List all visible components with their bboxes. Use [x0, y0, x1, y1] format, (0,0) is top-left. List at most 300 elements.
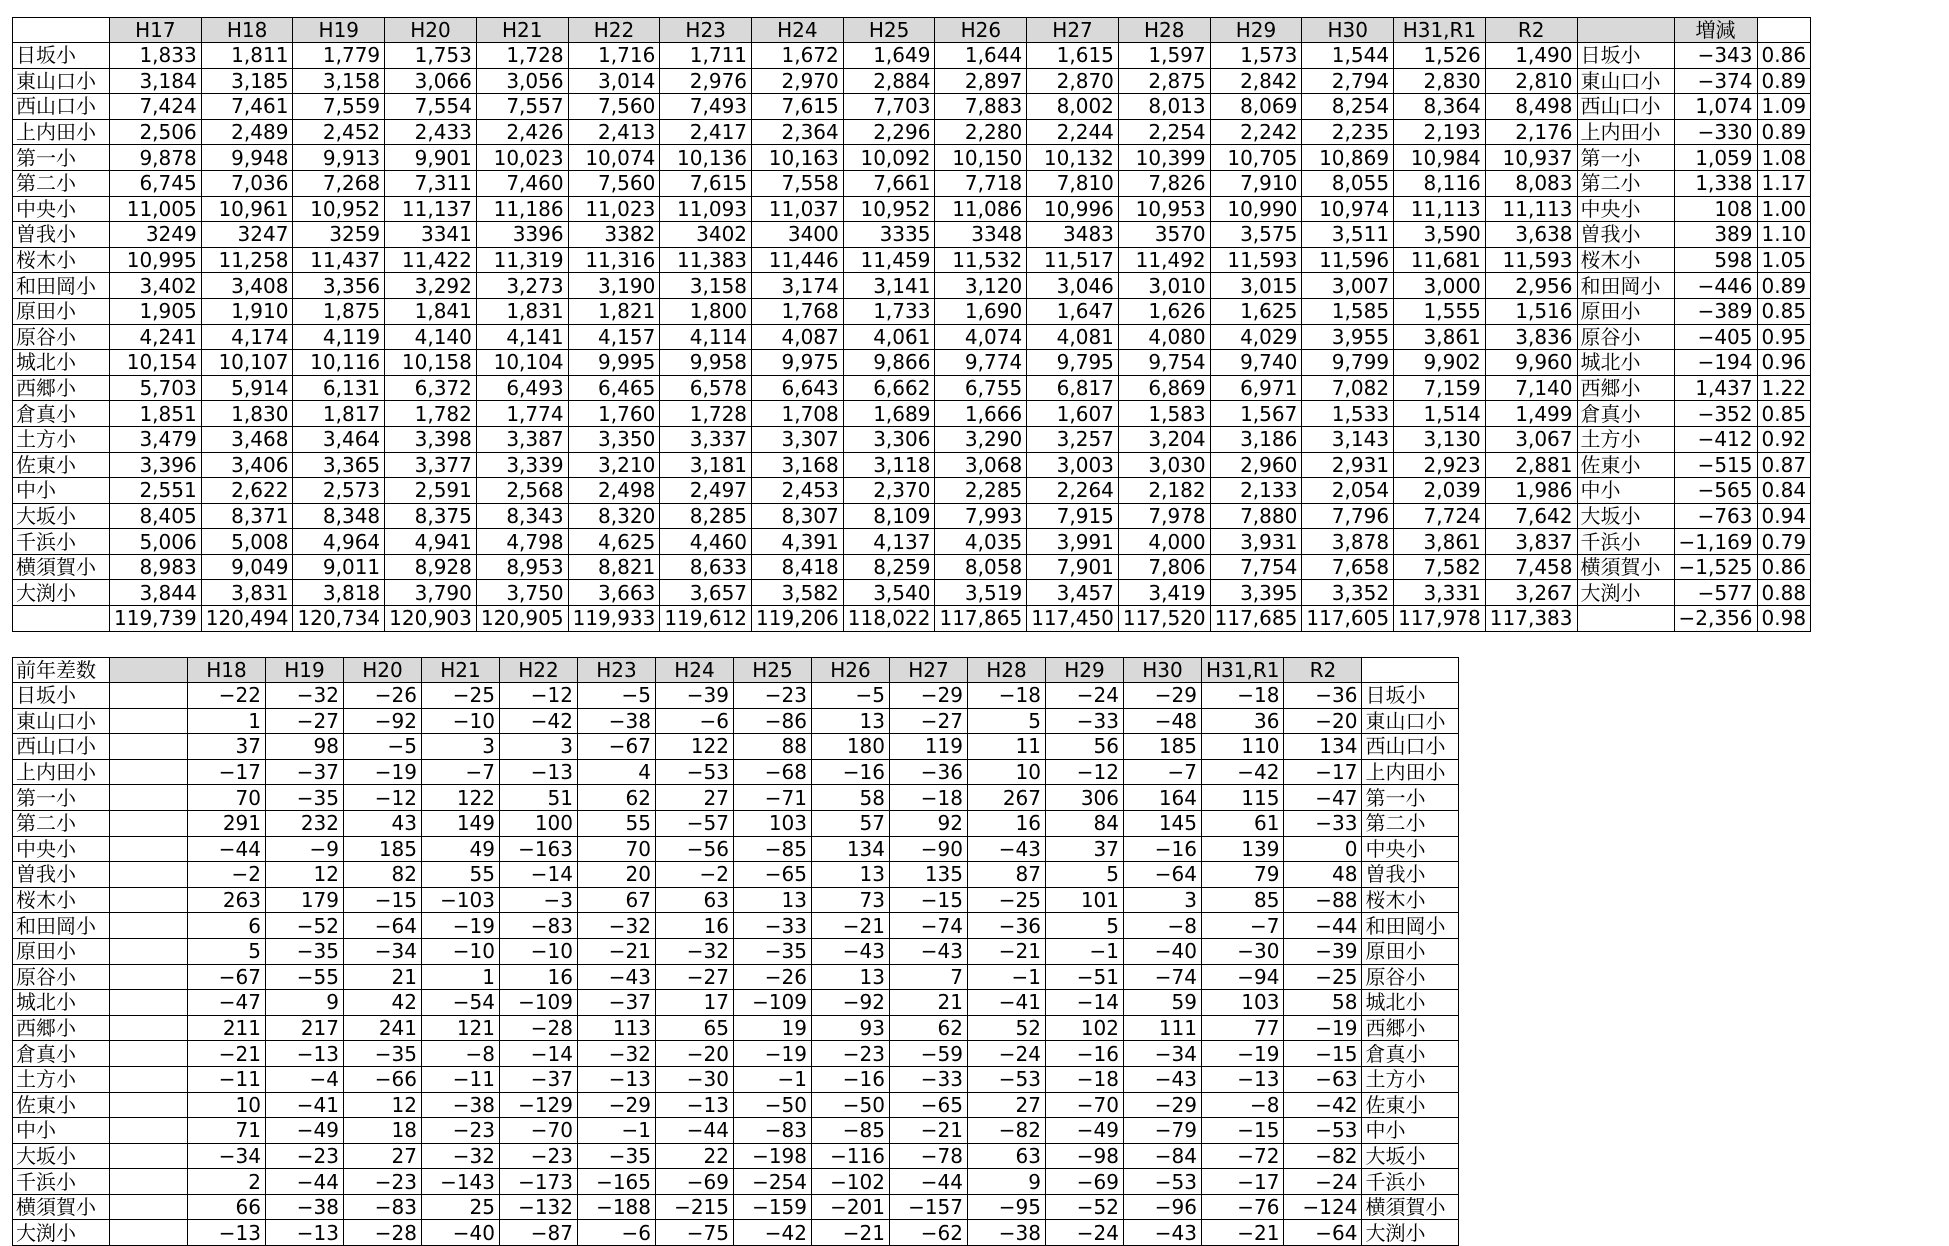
diff-cell: −10: [422, 938, 500, 964]
diff-cell: −22: [188, 683, 266, 709]
diff-cell: 27: [344, 1143, 422, 1169]
diff-cell: −14: [1046, 990, 1124, 1016]
diff-cell: 6: [188, 913, 266, 939]
value-cell: 7,140: [1485, 375, 1577, 401]
value-cell: 11,596: [1302, 247, 1394, 273]
diff-cell: −23: [344, 1169, 422, 1195]
blank-cell: [110, 1169, 188, 1195]
value-cell: 1,526: [1394, 43, 1486, 69]
value-cell: 3,185: [201, 68, 293, 94]
value-cell: 7,554: [385, 94, 477, 120]
ratio-cell: 0.92: [1757, 426, 1811, 452]
school-name: 東山口小: [13, 68, 110, 94]
diff-cell: −63: [1284, 1066, 1362, 1092]
diff-cell: −98: [1046, 1143, 1124, 1169]
value-cell: 2,054: [1302, 478, 1394, 504]
diff-cell: −74: [890, 913, 968, 939]
value-cell: 11,093: [660, 196, 752, 222]
value-cell: 8,418: [752, 554, 844, 580]
table-row: [13, 1220, 1459, 1246]
value-cell: 3,210: [568, 452, 660, 478]
diff-cell: 1: [422, 964, 500, 990]
value-cell: 7,424: [110, 94, 202, 120]
value-cell: 3,307: [752, 426, 844, 452]
value-cell: 3,190: [568, 273, 660, 299]
value-cell: 3,387: [476, 426, 568, 452]
school-name-right: 原田小: [1577, 298, 1674, 324]
value-cell: 5,006: [110, 529, 202, 555]
diff-cell: −13: [1202, 1066, 1284, 1092]
value-cell: 9,902: [1394, 350, 1486, 376]
diff-cell: −12: [344, 785, 422, 811]
value-cell: 8,259: [843, 554, 935, 580]
year-header: H26: [935, 18, 1027, 43]
value-cell: 3382: [568, 222, 660, 248]
change-cell: −194: [1674, 350, 1757, 376]
diff-cell: −44: [890, 1169, 968, 1195]
diff-cell: −71: [734, 785, 812, 811]
value-cell: 11,023: [568, 196, 660, 222]
table-row: [13, 43, 1811, 69]
value-cell: 7,826: [1118, 170, 1210, 196]
value-cell: 8,254: [1302, 94, 1394, 120]
blank-cell: [110, 759, 188, 785]
table-row: [13, 298, 1811, 324]
value-cell: 4,460: [660, 529, 752, 555]
value-cell: 10,132: [1027, 145, 1119, 171]
change-cell: 1,059: [1674, 145, 1757, 171]
year-header: H25: [734, 658, 812, 683]
diff-cell: 3: [500, 734, 578, 760]
diff-cell: 145: [1124, 810, 1202, 836]
table-row: [13, 938, 1459, 964]
blank-cell: [110, 1143, 188, 1169]
value-cell: 2,242: [1210, 119, 1302, 145]
school-name: 桜木小: [13, 887, 110, 913]
value-cell: 6,372: [385, 375, 477, 401]
value-cell: 7,883: [935, 94, 1027, 120]
value-cell: 8,821: [568, 554, 660, 580]
diff-cell: 100: [500, 810, 578, 836]
value-cell: 3,931: [1210, 529, 1302, 555]
ratio-cell: 0.95: [1757, 324, 1811, 350]
value-cell: 10,937: [1485, 145, 1577, 171]
diff-cell: −109: [500, 990, 578, 1016]
diff-cell: 0: [1284, 836, 1362, 862]
ratio-cell: 0.84: [1757, 478, 1811, 504]
value-cell: 11,319: [476, 247, 568, 273]
diff-cell: −32: [266, 683, 344, 709]
value-cell: 3,066: [385, 68, 477, 94]
value-cell: 3,419: [1118, 580, 1210, 606]
value-cell: 11,113: [1394, 196, 1486, 222]
school-name: 横須賀小: [13, 1194, 110, 1220]
diff-cell: −34: [1124, 1041, 1202, 1067]
value-cell: 4,061: [843, 324, 935, 350]
value-cell: 11,593: [1210, 247, 1302, 273]
year-header: R2: [1284, 658, 1362, 683]
diff-cell: −21: [968, 938, 1046, 964]
value-cell: 1,811: [201, 43, 293, 69]
ratio-cell: 0.96: [1757, 350, 1811, 376]
ratio-cell: 0.86: [1757, 43, 1811, 69]
diff-cell: 179: [266, 887, 344, 913]
value-cell: 6,745: [110, 170, 202, 196]
value-cell: 4,941: [385, 529, 477, 555]
value-cell: 4,157: [568, 324, 660, 350]
value-cell: 3335: [843, 222, 935, 248]
school-name-right: 原谷小: [1362, 964, 1459, 990]
diff-cell: −34: [344, 938, 422, 964]
value-cell: 8,498: [1485, 94, 1577, 120]
value-cell: 3396: [476, 222, 568, 248]
total-name-blank: [1577, 606, 1674, 632]
value-cell: 3,120: [935, 273, 1027, 299]
diff-cell: −64: [344, 913, 422, 939]
value-cell: 7,036: [201, 170, 293, 196]
value-cell: 5,914: [201, 375, 293, 401]
diff-cell: 55: [422, 862, 500, 888]
diff-cell: −11: [422, 1066, 500, 1092]
diff-cell: 113: [578, 1015, 656, 1041]
diff-cell: −116: [812, 1143, 890, 1169]
diff-cell: 12: [266, 862, 344, 888]
diff-cell: −53: [1284, 1118, 1362, 1144]
value-cell: 3,030: [1118, 452, 1210, 478]
value-cell: 2,622: [201, 478, 293, 504]
school-name-right: 桜木小: [1362, 887, 1459, 913]
diff-cell: −36: [968, 913, 1046, 939]
diff-cell: −157: [890, 1194, 968, 1220]
diff-cell: 13: [812, 862, 890, 888]
value-cell: 3259: [293, 222, 385, 248]
school-name: 大坂小: [13, 1143, 110, 1169]
value-cell: 7,658: [1302, 554, 1394, 580]
diff-cell: 134: [1284, 734, 1362, 760]
diff-cell: −10: [500, 938, 578, 964]
value-cell: 3,273: [476, 273, 568, 299]
value-cell: 11,459: [843, 247, 935, 273]
value-cell: 2,489: [201, 119, 293, 145]
diff-cell: −30: [656, 1066, 734, 1092]
value-cell: 3,306: [843, 426, 935, 452]
value-cell: 1,490: [1485, 43, 1577, 69]
value-cell: 4,625: [568, 529, 660, 555]
diff-cell: −35: [266, 938, 344, 964]
diff-cell: −26: [734, 964, 812, 990]
diff-cell: −23: [422, 1118, 500, 1144]
diff-cell: −64: [1124, 862, 1202, 888]
school-name: 中央小: [13, 836, 110, 862]
diff-cell: −10: [422, 708, 500, 734]
diff-cell: −2: [188, 862, 266, 888]
value-cell: 3,861: [1394, 324, 1486, 350]
total-cell: 120,494: [201, 606, 293, 632]
diff-cell: 164: [1124, 785, 1202, 811]
value-cell: 2,875: [1118, 68, 1210, 94]
blank-cell: [110, 1041, 188, 1067]
diff-cell: 49: [422, 836, 500, 862]
diff-cell: −21: [812, 913, 890, 939]
total-cell: 117,978: [1394, 606, 1486, 632]
value-cell: 1,728: [476, 43, 568, 69]
school-name-right: 大渕小: [1362, 1220, 1459, 1246]
school-name: 中小: [13, 478, 110, 504]
value-cell: 1,499: [1485, 401, 1577, 427]
table-row: [13, 68, 1811, 94]
name-header-blank: [1362, 658, 1459, 683]
value-cell: 1,841: [385, 298, 477, 324]
diff-cell: −27: [656, 964, 734, 990]
value-cell: 3,010: [1118, 273, 1210, 299]
value-cell: 4,081: [1027, 324, 1119, 350]
year-header: H18: [188, 658, 266, 683]
value-cell: 3,056: [476, 68, 568, 94]
value-cell: 10,869: [1302, 145, 1394, 171]
value-cell: 11,422: [385, 247, 477, 273]
value-cell: 3,790: [385, 580, 477, 606]
diff-cell: 55: [578, 810, 656, 836]
diff-cell: 37: [1046, 836, 1124, 862]
value-cell: 2,235: [1302, 119, 1394, 145]
diff-cell: 65: [656, 1015, 734, 1041]
diff-cell: −19: [1284, 1015, 1362, 1041]
value-cell: 4,174: [201, 324, 293, 350]
diff-cell: 79: [1202, 862, 1284, 888]
value-cell: 10,974: [1302, 196, 1394, 222]
value-cell: 2,976: [660, 68, 752, 94]
value-cell: 11,137: [385, 196, 477, 222]
blank-cell: [110, 913, 188, 939]
diff-cell: −24: [1046, 1220, 1124, 1246]
change-cell: −405: [1674, 324, 1757, 350]
table-row: [13, 145, 1811, 171]
value-cell: 1,583: [1118, 401, 1210, 427]
total-cell: 119,612: [660, 606, 752, 632]
value-cell: 1,733: [843, 298, 935, 324]
diff-cell: −124: [1284, 1194, 1362, 1220]
value-cell: 3,468: [201, 426, 293, 452]
diff-cell: 63: [968, 1143, 1046, 1169]
diff-cell: −82: [1284, 1143, 1362, 1169]
value-cell: 1,774: [476, 401, 568, 427]
school-name-right: 西山口小: [1362, 734, 1459, 760]
value-cell: 8,002: [1027, 94, 1119, 120]
year-header: H28: [968, 658, 1046, 683]
value-cell: 7,558: [752, 170, 844, 196]
ratio-cell: 0.89: [1757, 273, 1811, 299]
diff-cell: −201: [812, 1194, 890, 1220]
value-cell: 9,975: [752, 350, 844, 376]
school-name: 倉真小: [13, 1041, 110, 1067]
ratio-cell: 0.89: [1757, 119, 1811, 145]
value-cell: 9,774: [935, 350, 1027, 376]
value-cell: 1,716: [568, 43, 660, 69]
table-row: [13, 170, 1811, 196]
value-cell: 7,460: [476, 170, 568, 196]
diff-cell: −163: [500, 836, 578, 862]
school-name-right: 曽我小: [1362, 862, 1459, 888]
diff-cell: −13: [266, 1041, 344, 1067]
value-cell: 2,453: [752, 478, 844, 504]
value-cell: 2,960: [1210, 452, 1302, 478]
diff-cell: −109: [734, 990, 812, 1016]
table-row: [13, 836, 1459, 862]
diff-cell: −5: [812, 683, 890, 709]
value-cell: 7,461: [201, 94, 293, 120]
value-cell: 6,578: [660, 375, 752, 401]
diff-cell: 62: [578, 785, 656, 811]
school-name: 和田岡小: [13, 913, 110, 939]
value-cell: 2,897: [935, 68, 1027, 94]
school-name-right: 原田小: [1362, 938, 1459, 964]
diff-cell: −33: [734, 913, 812, 939]
diff-cell: 16: [656, 913, 734, 939]
table-row: [13, 324, 1811, 350]
diff-cell: 21: [344, 964, 422, 990]
value-cell: 3,582: [752, 580, 844, 606]
school-name: 中央小: [13, 196, 110, 222]
school-name: 中小: [13, 1118, 110, 1144]
table-row: [13, 1041, 1459, 1067]
diff-cell: −72: [1202, 1143, 1284, 1169]
value-cell: 3,204: [1118, 426, 1210, 452]
diff-cell: −28: [344, 1220, 422, 1246]
value-cell: 2,881: [1485, 452, 1577, 478]
value-cell: 7,159: [1394, 375, 1486, 401]
diff-cell: −21: [812, 1220, 890, 1246]
diff-cell: −43: [968, 836, 1046, 862]
value-cell: 4,080: [1118, 324, 1210, 350]
value-cell: 11,437: [293, 247, 385, 273]
value-cell: 2,506: [110, 119, 202, 145]
value-cell: 2,364: [752, 119, 844, 145]
value-cell: 6,817: [1027, 375, 1119, 401]
year-header: H22: [568, 18, 660, 43]
total-cell: 117,520: [1118, 606, 1210, 632]
diff-cell: −35: [266, 785, 344, 811]
value-cell: 1,516: [1485, 298, 1577, 324]
diff-cell: −21: [188, 1041, 266, 1067]
value-cell: 8,320: [568, 503, 660, 529]
value-cell: 5,008: [201, 529, 293, 555]
value-cell: 10,163: [752, 145, 844, 171]
value-cell: 3400: [752, 222, 844, 248]
diff-cell: −198: [734, 1143, 812, 1169]
blank-cell: [110, 938, 188, 964]
diff-cell: 71: [188, 1118, 266, 1144]
diff-cell: −8: [422, 1041, 500, 1067]
diff-cell: 85: [1202, 887, 1284, 913]
value-cell: 3483: [1027, 222, 1119, 248]
value-cell: 1,910: [201, 298, 293, 324]
value-cell: 1,779: [293, 43, 385, 69]
school-name-right: 曽我小: [1577, 222, 1674, 248]
diff-cell: −82: [968, 1118, 1046, 1144]
diff-cell: 92: [890, 810, 968, 836]
diff-cell: 48: [1284, 862, 1362, 888]
table-row: [13, 247, 1811, 273]
school-name-right: 西郷小: [1577, 375, 1674, 401]
table-row: [13, 964, 1459, 990]
table-row: [13, 1118, 1459, 1144]
total-cell: 120,905: [476, 606, 568, 632]
value-cell: 3,158: [660, 273, 752, 299]
table-row: [13, 1169, 1459, 1195]
diff-cell: 13: [734, 887, 812, 913]
value-cell: 8,285: [660, 503, 752, 529]
total-cell: 118,022: [843, 606, 935, 632]
diff-cell: −39: [656, 683, 734, 709]
value-cell: 3,657: [660, 580, 752, 606]
diff-cell: −19: [422, 913, 500, 939]
value-cell: 11,446: [752, 247, 844, 273]
value-cell: 1,544: [1302, 43, 1394, 69]
diff-cell: 59: [1124, 990, 1202, 1016]
diff-cell: 20: [578, 862, 656, 888]
value-cell: 7,754: [1210, 554, 1302, 580]
value-cell: 1,830: [201, 401, 293, 427]
value-cell: 3,750: [476, 580, 568, 606]
table-row: [13, 708, 1459, 734]
blank-cell: [110, 734, 188, 760]
diff-cell: 18: [344, 1118, 422, 1144]
school-name: 西山口小: [13, 94, 110, 120]
school-name-right: 第二小: [1362, 810, 1459, 836]
diff-cell: 119: [890, 734, 968, 760]
diff-cell: −20: [1284, 708, 1362, 734]
value-cell: 2,970: [752, 68, 844, 94]
diff-cell: −17: [1202, 1169, 1284, 1195]
value-cell: 2,884: [843, 68, 935, 94]
diff-cell: −40: [1124, 938, 1202, 964]
diff-cell: −13: [188, 1220, 266, 1246]
value-cell: 4,140: [385, 324, 477, 350]
value-cell: 3,267: [1485, 580, 1577, 606]
diff-cell: −32: [422, 1143, 500, 1169]
diff-cell: −49: [1046, 1118, 1124, 1144]
value-cell: 2,498: [568, 478, 660, 504]
diff-cell: −32: [578, 1041, 656, 1067]
diff-cell: 211: [188, 1015, 266, 1041]
value-cell: 3,464: [293, 426, 385, 452]
school-name-right: 日坂小: [1362, 683, 1459, 709]
value-cell: 3,540: [843, 580, 935, 606]
diff-cell: −67: [578, 734, 656, 760]
value-cell: 2,956: [1485, 273, 1577, 299]
diff-cell: −29: [890, 683, 968, 709]
value-cell: 3,861: [1394, 529, 1486, 555]
table-row: [13, 887, 1459, 913]
diff-cell: −19: [734, 1041, 812, 1067]
school-name: 第二小: [13, 810, 110, 836]
school-name-right: 第二小: [1577, 170, 1674, 196]
diff-cell: −18: [890, 785, 968, 811]
value-cell: 4,964: [293, 529, 385, 555]
diff-cell: 19: [734, 1015, 812, 1041]
diff-cell: 5: [1046, 862, 1124, 888]
value-cell: 1,644: [935, 43, 1027, 69]
value-cell: 6,971: [1210, 375, 1302, 401]
value-cell: 4,141: [476, 324, 568, 350]
diff-cell: −76: [1202, 1194, 1284, 1220]
table-row: [13, 94, 1811, 120]
school-name-right: 城北小: [1577, 350, 1674, 376]
diff-cell: 185: [1124, 734, 1202, 760]
corner-cell: [13, 18, 110, 43]
value-cell: 10,953: [1118, 196, 1210, 222]
value-cell: 3,663: [568, 580, 660, 606]
